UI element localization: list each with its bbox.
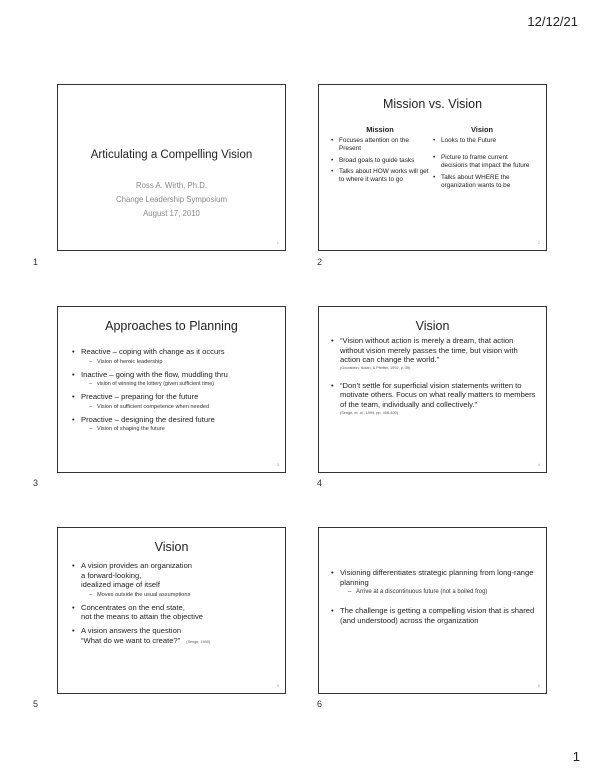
item-text: The challenge is getting a compelling vision that is shared (and understood) across the organization	[340, 606, 535, 625]
quote-item	[331, 336, 538, 371]
item-text: Preactive – preparing for the future	[81, 392, 199, 402]
slide-title: Approaches to Planning	[105, 319, 238, 333]
bullet-list	[72, 347, 277, 437]
list-item: • Looks to the Future	[433, 137, 531, 145]
page-number: 1	[572, 749, 580, 764]
list-item: • Broad goals to guide tasks	[331, 157, 429, 165]
slide-5	[57, 527, 286, 694]
slide-event: Change Leadership Symposium	[116, 195, 227, 204]
quote-citation: (Senge, et. al., 1999, pp. 408-409)	[340, 410, 398, 415]
slide-inner-number: 1	[276, 240, 279, 245]
list-item: • Picture to frame current decisions that impact the future	[433, 154, 531, 170]
print-date: 12/12/21	[527, 14, 578, 29]
item-line: idealized image of itself	[81, 580, 160, 590]
quote-text: “Don’t settle for superficial vision statements written to motivate others. Focus on what really matters to members of the team, individually and collectively.”	[340, 380, 536, 409]
item-line: A vision answers the question	[81, 625, 182, 635]
quote-citation: (Goodstein, Nolan, & Pfeiffer, 1992, p. 39)	[340, 365, 411, 370]
slide-title: Vision	[154, 540, 189, 554]
slide-date: August 17, 2010	[143, 209, 200, 218]
quote-item	[331, 381, 538, 416]
vision-column	[433, 125, 531, 193]
slide-title: Vision	[415, 319, 450, 333]
item-citation: (Senge, 1990)	[186, 639, 211, 644]
sub-item: – Vision of shaping the future	[81, 425, 277, 433]
slide-title: Articulating a Compelling Vision	[90, 149, 253, 161]
slide-number: 1	[33, 257, 39, 267]
list-item: • Focuses attention on the Present	[331, 137, 429, 153]
slide-number: 4	[317, 478, 323, 488]
bullet-list	[72, 561, 277, 651]
item-text: Reactive – coping with change as it occurs	[81, 347, 225, 356]
item-line: A vision provides an organization	[81, 561, 193, 570]
mission-heading: Mission	[366, 125, 394, 134]
list-item: • Talks about HOW works will get to where it wants to go	[331, 168, 429, 184]
list-item	[331, 568, 538, 596]
slide-number: 6	[317, 699, 323, 709]
slide-number: 5	[33, 699, 39, 709]
quote-list	[331, 336, 538, 420]
list-item: • Talks about WHERE the organization wants to be	[433, 174, 531, 190]
sub-item: – Moves outside the usual assumptions	[81, 591, 277, 599]
slide-6	[318, 527, 547, 694]
list-item	[72, 392, 277, 411]
slide-number: 3	[33, 478, 39, 488]
slide-1	[57, 84, 286, 251]
sub-item: – Vision of sufficient competence when needed	[81, 403, 277, 411]
slide-inner-number: 3	[276, 462, 279, 467]
sub-item: – vision of winning the lottery (given sufficient time)	[81, 380, 277, 388]
item-text: Proactive – designing the desired future	[81, 414, 215, 424]
list-item	[72, 626, 277, 647]
slide-3	[57, 306, 286, 473]
item-line: not the means to attain the objective	[81, 612, 204, 622]
item-line: Concentrates on the end state,	[81, 602, 185, 612]
item-line: a forward-looking,	[81, 570, 142, 580]
slide-4	[318, 306, 547, 473]
slide-inner-number: 4	[537, 462, 540, 467]
sub-item: – Arrive at a discontinuous future (not a boiled frog)	[340, 588, 538, 596]
slide-author: Ross A. Wirth, Ph.D.	[135, 181, 208, 190]
slide-inner-number: 5	[276, 683, 279, 688]
item-text: Visioning differentiates strategic planning from long-range planning	[340, 568, 534, 587]
item-line: “What do we want to create?”	[81, 635, 181, 645]
vision-heading: Vision	[470, 125, 494, 134]
slide-inner-number: 6	[537, 683, 540, 688]
quote-text: “Vision without action is merely a dream, that action without vision merely passes the time, but vision with action can change the world.”	[340, 336, 518, 365]
list-item	[72, 347, 277, 366]
item-text: Inactive – going with the flow, muddling thru	[81, 369, 228, 379]
slide-inner-number: 2	[537, 240, 540, 245]
list-item	[72, 415, 277, 434]
sub-item: – Vision of heroic leadership	[81, 358, 277, 366]
list-item	[72, 561, 277, 599]
bullet-list	[331, 568, 538, 629]
list-item	[72, 370, 277, 389]
list-item	[72, 603, 277, 622]
list-item	[331, 606, 538, 625]
mission-column	[331, 125, 429, 188]
slide-2	[318, 84, 547, 251]
slide-number: 2	[317, 257, 323, 267]
slide-title: Mission vs. Vision	[382, 97, 483, 111]
